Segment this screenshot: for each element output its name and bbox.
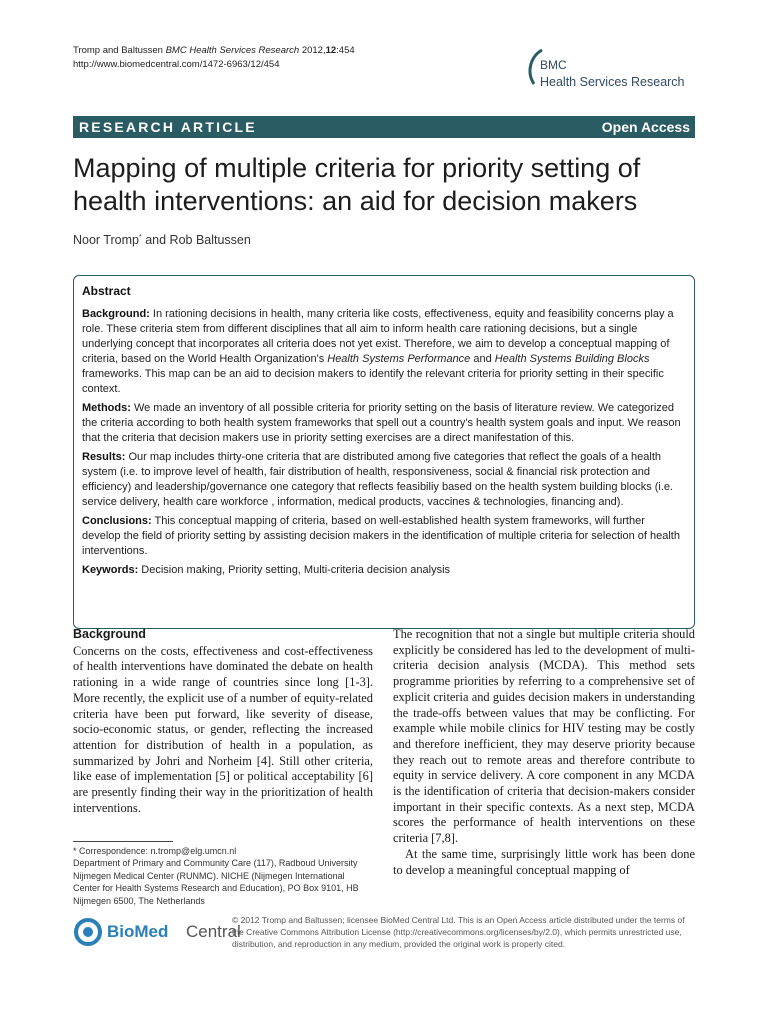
abstract-text: We made an inventory of all possible criteria for priority setting on the basis of literature review. We categorized the criteria according to both health system frameworks that spell out a country's health system goals and input. We reason that the criteria that decision makers use in priority setting exercises are a direct manifestation of this.	[82, 402, 681, 444]
publisher-name-rest: Central	[186, 922, 241, 941]
logo-journal-text: Health Services Research	[540, 75, 685, 89]
abstract-background-label: Background:	[82, 308, 150, 320]
abstract-methods-label: Methods:	[82, 402, 131, 414]
abstract-keywords-label: Keywords:	[82, 564, 139, 576]
body-left-column	[73, 627, 373, 816]
citation-journal: BMC Health Services Research	[165, 45, 300, 56]
abstract-conclusions-label: Conclusions:	[82, 515, 152, 527]
abstract-box	[73, 275, 695, 629]
citation-article: :454	[336, 45, 355, 56]
abstract-heading: Abstract	[82, 284, 131, 298]
article-title: Mapping of multiple criteria for priority setting of health interventions: an aid for decision makers	[73, 153, 641, 216]
logo-bmc-text: BMC	[540, 58, 567, 72]
section-heading-background: Background	[73, 627, 146, 641]
abstract-text: and	[470, 353, 495, 365]
abstract-methods	[82, 401, 686, 446]
citation-authors: Tromp and Baltussen	[73, 45, 163, 56]
abstract-text: In rationing decisions in health, many criteria like costs, effectiveness, equity and feasibility concerns play a role. These criteria stem from different disciplines that all aim to inform health care rationing decisions, but a single underlying concept that incorporates all criteria does not yet exist. Therefore, we aim to develop a conceptual mapping of criteria, based on the World Health Organization's	[82, 308, 674, 365]
abstract-results	[82, 450, 686, 510]
abstract-conclusions	[82, 514, 686, 559]
footnote-divider	[73, 841, 173, 842]
body-right-column	[393, 627, 695, 878]
footnote	[73, 845, 373, 907]
abstract-background	[82, 307, 686, 397]
body-paragraph: Concerns on the costs, effectiveness and cost-effectiveness of health interventions have dominated the debate on health rationing in a wide range of countries since long [1-3]. More recently, the explicit use of a number of equity-related criteria have been put forward, like severity of disease, socio-economic status, or gender, reflecting the increased attention for distribution of health in a population, as summarized by Johri and Norheim [4]. Still other criteria, like ease of implementation [5] or political acceptability [6] are presently finding their way in the prioritization of health interventions.	[73, 643, 373, 815]
abstract-italic: Health Systems Building Blocks	[494, 353, 650, 365]
abstract-text: Our map includes thirty-one criteria that are distributed among five categories that reflect the goals of a health system (i.e. to improve level of health, fair distribution of health, responsiveness, social & financial risk protection and efficiency) and leadership/governance one category that reflects feasibiliy based on the health system building blocks (i.e. service delivery, health care workforce , information, medical products, vaccines & technologies, financing and).	[82, 451, 674, 508]
abstract-italic: Health Systems Performance	[327, 353, 471, 365]
citation-volume: 12	[325, 45, 337, 56]
author-name[interactable]: Noor Tromp	[73, 233, 139, 247]
biomed-swirl-icon	[73, 916, 105, 948]
author-list	[73, 233, 251, 247]
corresponding-mark: *	[139, 233, 142, 241]
bmc-arc-icon	[524, 44, 564, 100]
citation-year: 2012,	[301, 45, 326, 56]
open-access-label: Open Access	[601, 119, 690, 135]
body-paragraph: At the same time, surprisingly little work has been done to develop a meaningful conceptual mapping of	[393, 846, 695, 877]
license-notice: © 2012 Tromp and Baltussen; licensee BioMed Central Ltd. This is an Open Access article distributed under the terms of the Creative Commons Attribution License (http://creativecommons.org/licenses/by/2.0), which permits unrestricted use, distribution, and reproduction in any medium, provided the original work is properly cited.	[232, 915, 685, 949]
article-type-label: RESEARCH ARTICLE	[79, 119, 257, 135]
author-name[interactable]: and Rob Baltussen	[141, 233, 251, 247]
abstract-text: frameworks. This map can be an aid to decision makers to identify the relevant criteria for priority setting in their specific context.	[82, 368, 664, 395]
correspondence-email[interactable]: * Correspondence: n.tromp@elg.umcn.nl	[73, 846, 237, 856]
publisher-name-bold: BioMed	[107, 922, 169, 941]
biomed-central-logo	[73, 916, 241, 948]
citation-header	[73, 44, 355, 72]
article-url[interactable]: http://www.biomedcentral.com/1472-6963/12/454	[73, 59, 280, 70]
abstract-text: Decision making, Priority setting, Multi-criteria decision analysis	[138, 564, 451, 576]
body-paragraph: The recognition that not a single but multiple criteria should explicitly be considered has led to the development of multi-criteria decision analysis (MCDA). This method sets programme priorities by referring to a comprehensive set of explicit criteria and guides decision makers in understanding the trade-offs between values that may be conflicting. For example while mobile clinics for HIV testing may be costly and therefore inefficient, they may deserve priority because they reach out to remote areas and therefore contribute to equity in service delivery. A core component in any MCDA is the identification of criteria that decision-makers consider important in their specific contexts. As a next step, MCDA scores the performance of health interventions on these criteria [7,8].	[393, 627, 695, 846]
abstract-keywords	[82, 563, 686, 578]
author-affiliation: Department of Primary and Community Care (117), Radboud University Nijmegen Medical Center (RUNMC). NICHE (Nijmegen International Center for Health Systems Research and Education), PO Box 9101, HB Nijmegen 6500, The Netherlands	[73, 858, 359, 906]
bmc-journal-logo	[524, 44, 704, 100]
article-type-banner	[73, 116, 695, 138]
abstract-text: This conceptual mapping of criteria, based on well-established health system frameworks, will further develop the field of priority setting by assisting decision makers in the identification of multiple criteria for selection of health interventions.	[82, 515, 680, 557]
abstract-results-label: Results:	[82, 451, 126, 463]
